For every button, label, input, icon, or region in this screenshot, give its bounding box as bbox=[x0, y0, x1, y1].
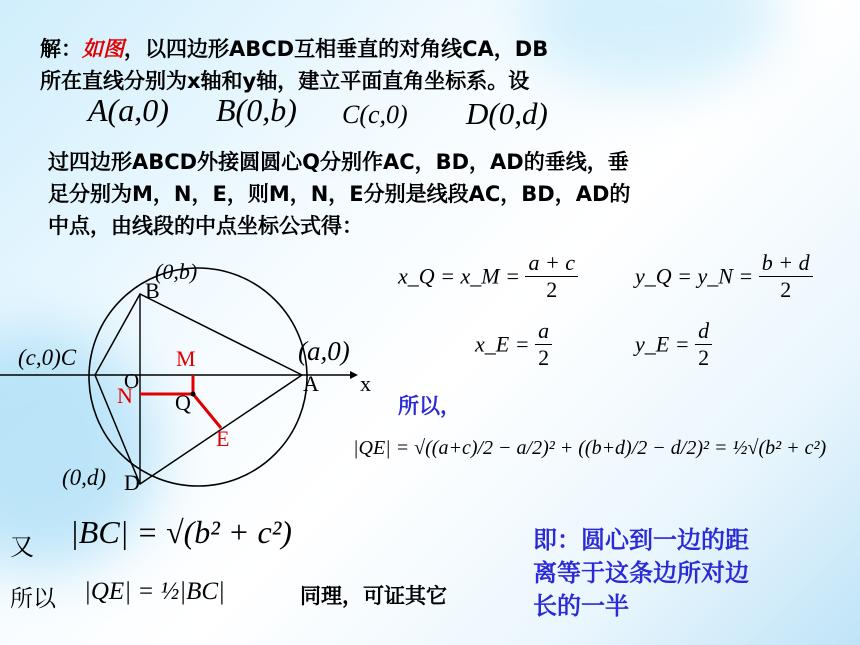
label-c-coord: (c,0)C bbox=[18, 345, 77, 370]
formula-xq-lhs: x_Q = x_M = bbox=[398, 263, 520, 289]
formula-ye-lhs: y_E = bbox=[635, 331, 690, 357]
label-a: A bbox=[303, 371, 319, 396]
qe-distance-formula: |QE| = √((a+c)/2 − a/2)² + ((b+d)/2 − d/2)² = ½√(b² + c²) bbox=[353, 437, 827, 459]
center-q-dot bbox=[191, 392, 196, 397]
label-x-axis: x bbox=[360, 371, 371, 396]
label-a-coord: (a,0) bbox=[298, 336, 350, 366]
conclusion-line-1: 即：圆心到一边的距 bbox=[533, 526, 749, 554]
label-b: B bbox=[145, 278, 160, 303]
formula-xq-fraction: $\frac{a + c}{2}$ bbox=[525, 250, 578, 303]
coord-a: A(a,0) bbox=[88, 92, 169, 128]
label-e: E bbox=[216, 426, 230, 451]
circle-diagram bbox=[0, 250, 400, 510]
formula-xq bbox=[398, 250, 578, 303]
para2-line-1: 过四边形ABCD外接圆圆心Q分别作AC，BD，AD的垂线，垂 bbox=[48, 150, 629, 174]
intro-lead: 解： bbox=[40, 37, 82, 61]
formula-yq bbox=[635, 250, 813, 303]
intro-line-2: 所在直线分别为x轴和y轴，建立平面直角坐标系。设 bbox=[40, 69, 530, 93]
suoyi-label: 所以， bbox=[398, 394, 461, 418]
tongli-text: 同理，可证其它 bbox=[300, 584, 447, 608]
label-n: N bbox=[117, 383, 133, 408]
coord-c: C(c,0) bbox=[342, 100, 408, 129]
x-axis-arrow bbox=[350, 371, 358, 379]
conclusion-line-3: 长的一半 bbox=[533, 592, 629, 620]
label-q: Q bbox=[175, 390, 191, 415]
suoyi-bottom-label: 所以 bbox=[10, 586, 56, 612]
intro-line-1 bbox=[40, 33, 548, 63]
formula-ye-fraction: $\frac{d}{2}$ bbox=[695, 318, 712, 371]
bc-length-formula: |BC| = √(b² + c²) bbox=[70, 514, 292, 550]
intro-rest: ，以四边形ABCD互相垂直的对角线CA，DB bbox=[124, 37, 549, 61]
label-m: M bbox=[176, 346, 196, 371]
intro-figure-ref: 如图 bbox=[82, 37, 124, 61]
perpendicular-qe bbox=[193, 394, 221, 428]
formula-yq-fraction: $\frac{b + d}{2}$ bbox=[759, 250, 813, 303]
para2-line-3: 中点，由线段的中点坐标公式得： bbox=[48, 214, 363, 238]
qe-half-bc-formula: |QE| = ½|BC| bbox=[84, 578, 225, 605]
label-d: D bbox=[124, 470, 140, 495]
label-b-coord: (0,b) bbox=[155, 259, 198, 284]
coord-b: B(0,b) bbox=[216, 92, 297, 128]
background-glow-top bbox=[520, 0, 780, 90]
formula-xe bbox=[475, 318, 552, 371]
coord-d: D(0,d) bbox=[466, 96, 548, 131]
formula-xe-fraction: $\frac{a}{2}$ bbox=[535, 318, 552, 371]
formula-xe-lhs: x_E = bbox=[475, 331, 530, 357]
para2-line-2: 足分别为M，N，E，则M，N，E分别是线段AC，BD，AD的 bbox=[48, 182, 631, 206]
circumcircle bbox=[89, 268, 307, 486]
label-d-coord: (0,d) bbox=[62, 465, 107, 490]
label-o: O bbox=[124, 369, 140, 393]
you-label: 又 bbox=[10, 533, 34, 561]
formula-yq-lhs: y_Q = y_N = bbox=[635, 263, 754, 289]
conclusion-line-2: 离等于这条边所对边 bbox=[533, 559, 749, 587]
formula-ye bbox=[635, 318, 712, 371]
